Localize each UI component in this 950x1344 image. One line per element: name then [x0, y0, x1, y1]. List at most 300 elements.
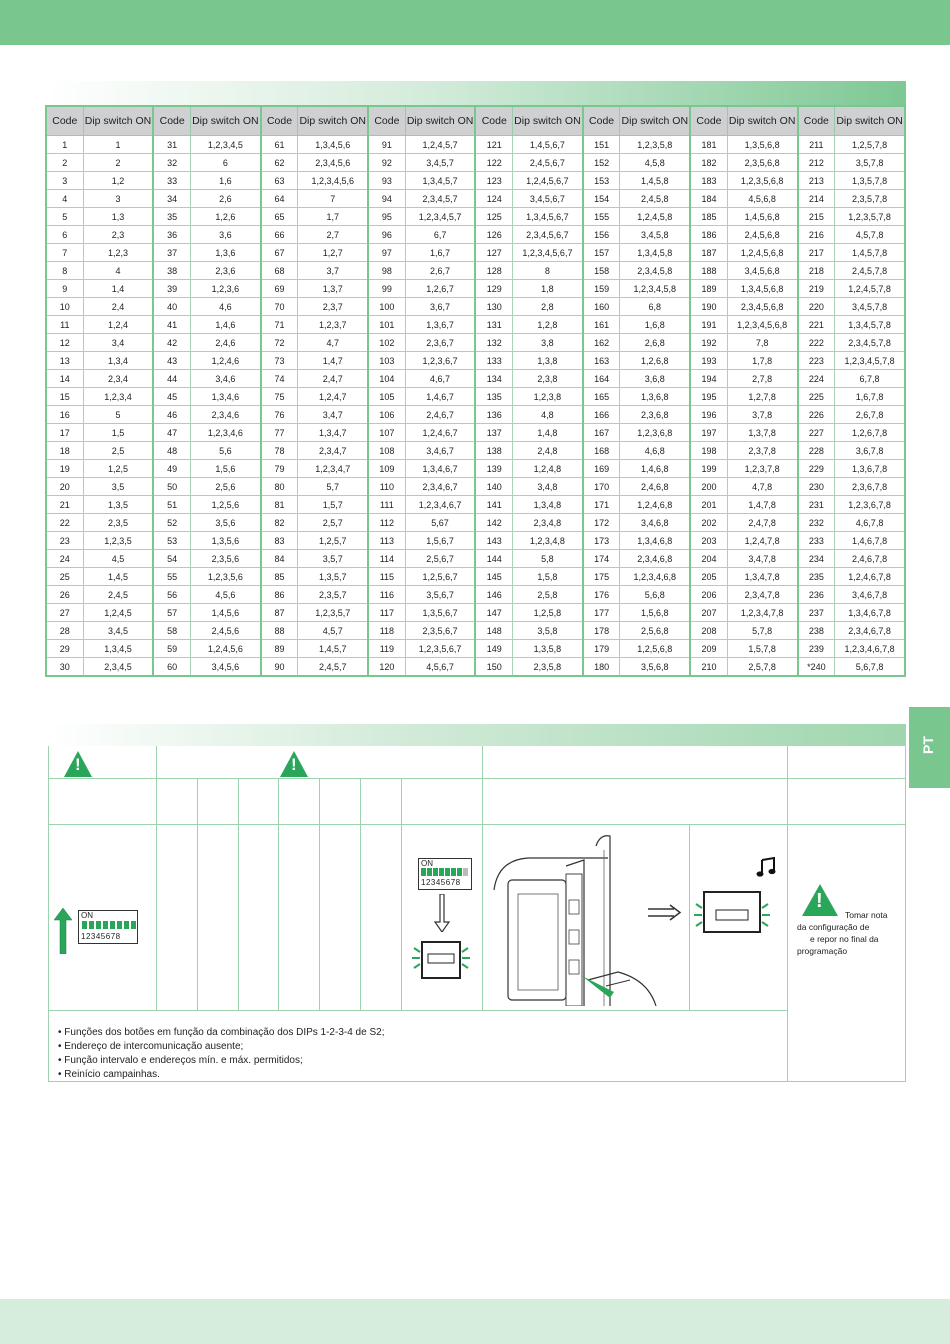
dip-cell: 5,67: [405, 514, 475, 532]
code-cell: 116: [368, 586, 405, 604]
dip-cell: 2,4,5,7,8: [835, 262, 905, 280]
dip-cell: 1,2,5,6,7: [405, 568, 475, 586]
code-cell: 128: [475, 262, 512, 280]
code-cell: 37: [153, 244, 190, 262]
dip-cell: 1,3,6,7,8: [835, 460, 905, 478]
dip-switch-lever: [89, 921, 94, 929]
column-header-code: Code: [368, 106, 405, 136]
dip-cell: 2,4,5,7: [298, 658, 368, 677]
warning-triangle-icon: !: [802, 884, 838, 916]
dip-cell: 1,3,4,5,7,8: [835, 316, 905, 334]
code-cell: 57: [153, 604, 190, 622]
dip-cell: 3,5: [83, 478, 153, 496]
dip-cell: 1,4,5,7: [298, 640, 368, 658]
code-cell: 47: [153, 424, 190, 442]
dip-cell: 2,4,7: [298, 370, 368, 388]
code-cell: 29: [46, 640, 83, 658]
dip-cell: 1,3,4,6,8: [620, 532, 690, 550]
dip-cell: 1,4,6,8: [620, 460, 690, 478]
dip-cell: 2,8: [513, 298, 583, 316]
code-cell: 140: [475, 478, 512, 496]
code-cell: 33: [153, 172, 190, 190]
code-cell: 108: [368, 442, 405, 460]
code-cell: 197: [690, 424, 727, 442]
code-cell: 121: [475, 136, 512, 154]
code-cell: 189: [690, 280, 727, 298]
dip-cell: 3,5,6,8: [620, 658, 690, 677]
code-cell: 225: [798, 388, 835, 406]
code-cell: 24: [46, 550, 83, 568]
code-cell: 120: [368, 658, 405, 677]
dip-cell: 1,5,7: [298, 496, 368, 514]
code-cell: 20: [46, 478, 83, 496]
code-cell: 204: [690, 550, 727, 568]
grid-line: [278, 778, 279, 1010]
dip-cell: 3,4,5,7,8: [835, 298, 905, 316]
bottom-footer-band: [0, 1299, 950, 1344]
dip-cell: 1,7: [298, 208, 368, 226]
column-header-dip: Dip switch ON: [405, 106, 475, 136]
code-cell: 184: [690, 190, 727, 208]
code-cell: 175: [583, 568, 620, 586]
dip-cell: 1,2,4,6,8: [620, 496, 690, 514]
code-cell: 194: [690, 370, 727, 388]
grid-line: [48, 746, 49, 1082]
dip-cell: 5,7: [298, 478, 368, 496]
dip-cell: 2,4,5,6: [190, 622, 260, 640]
dip-cell: 1,3: [83, 208, 153, 226]
dip-cell: 1,2,3,5,6: [190, 568, 260, 586]
code-cell: 41: [153, 316, 190, 334]
code-cell: 104: [368, 370, 405, 388]
code-cell: 31: [153, 136, 190, 154]
dip-cell: 1,8: [513, 280, 583, 298]
table-row: [46, 478, 905, 496]
dip-cell: 3,4,6,7,8: [835, 586, 905, 604]
code-cell: 130: [475, 298, 512, 316]
dip-cell: 2,3,6,7: [405, 334, 475, 352]
table-row: [46, 514, 905, 532]
code-cell: 200: [690, 478, 727, 496]
code-cell: 30: [46, 658, 83, 677]
code-cell: 177: [583, 604, 620, 622]
code-cell: 101: [368, 316, 405, 334]
dip-cell: 1,2,5,7: [298, 532, 368, 550]
dip-cell: 1,2,3,4,6,8: [620, 568, 690, 586]
dip-switch-lever: [124, 921, 129, 929]
dip-cell: 2,3,6,7,8: [835, 478, 905, 496]
table-row: [46, 460, 905, 478]
dip-cell: 2,3,5,6,8: [727, 154, 797, 172]
code-cell: 79: [261, 460, 298, 478]
code-cell: 134: [475, 370, 512, 388]
column-header-dip: Dip switch ON: [190, 106, 260, 136]
bullet-text: Função intervalo e endereços mín. e máx. permitidos;: [64, 1055, 303, 1066]
dip-cell: 2,3,7: [298, 298, 368, 316]
grid-line: [401, 778, 402, 1010]
code-cell: 227: [798, 424, 835, 442]
code-cell: 148: [475, 622, 512, 640]
dip-cell: 1,2,4,5,6,8: [727, 244, 797, 262]
dip-cell: 4,5,6,8: [727, 190, 797, 208]
dip-cell: 2,3,7,8: [727, 442, 797, 460]
code-cell: 54: [153, 550, 190, 568]
code-cell: 43: [153, 352, 190, 370]
dip-cell: 3,6,7: [405, 298, 475, 316]
code-cell: 5: [46, 208, 83, 226]
code-cell: 157: [583, 244, 620, 262]
dip-cell: 1,3,5,6,8: [727, 136, 797, 154]
code-cell: 150: [475, 658, 512, 677]
grid-line: [197, 778, 198, 1010]
dip-cell: 4,6,8: [620, 442, 690, 460]
code-cell: 87: [261, 604, 298, 622]
code-cell: 6: [46, 226, 83, 244]
dip-cell: 2,3,4,5,6,8: [727, 298, 797, 316]
code-cell: 188: [690, 262, 727, 280]
code-cell: 66: [261, 226, 298, 244]
code-cell: 111: [368, 496, 405, 514]
dip-cell: 4,7: [298, 334, 368, 352]
code-cell: 17: [46, 424, 83, 442]
dip-cell: 1,3,4,6,7,8: [835, 604, 905, 622]
dip-cell: 2,3,4,5,8: [620, 262, 690, 280]
code-cell: 34: [153, 190, 190, 208]
dip-cell: 3,4,6,8: [620, 514, 690, 532]
dip-cell: 4,6,7: [405, 370, 475, 388]
dip-cell: 1,5,6,8: [620, 604, 690, 622]
code-cell: 222: [798, 334, 835, 352]
code-cell: 98: [368, 262, 405, 280]
dip-cell: 1,3,7: [298, 280, 368, 298]
dip-cell: 2,4,7,8: [727, 514, 797, 532]
code-cell: 161: [583, 316, 620, 334]
code-cell: 68: [261, 262, 298, 280]
dip-cell: 1,3,6,8: [620, 388, 690, 406]
code-cell: 40: [153, 298, 190, 316]
code-cell: 58: [153, 622, 190, 640]
code-cell: 147: [475, 604, 512, 622]
grid-line: [905, 746, 906, 1082]
code-cell: 86: [261, 586, 298, 604]
column-header-code: Code: [690, 106, 727, 136]
dip-cell: 4,5,8: [620, 154, 690, 172]
code-cell: 214: [798, 190, 835, 208]
table-row: [46, 622, 905, 640]
dip-cell: 1,4,6,7,8: [835, 532, 905, 550]
code-cell: 63: [261, 172, 298, 190]
code-cell: 151: [583, 136, 620, 154]
dip-cell: 1,6: [190, 172, 260, 190]
code-cell: 114: [368, 550, 405, 568]
table-row: [46, 208, 905, 226]
dip-cell: 1,2,4,8: [513, 460, 583, 478]
dip-cell: 1,2,3,8: [513, 388, 583, 406]
dip-cell: 1,3,5,6,7: [405, 604, 475, 622]
code-cell: 48: [153, 442, 190, 460]
dip-cell: 2,6,7,8: [835, 406, 905, 424]
code-cell: 125: [475, 208, 512, 226]
code-cell: 185: [690, 208, 727, 226]
table-row: [46, 136, 905, 154]
dip-cell: 1,2,3,4,5,7,8: [835, 352, 905, 370]
code-cell: 234: [798, 550, 835, 568]
led-flash-icon: [410, 938, 472, 982]
code-cell: 129: [475, 280, 512, 298]
dip-cell: 2,3,5,6,7: [405, 622, 475, 640]
code-cell: 15: [46, 388, 83, 406]
code-cell: 202: [690, 514, 727, 532]
dip-cell: 1,3,7,8: [727, 424, 797, 442]
code-cell: 16: [46, 406, 83, 424]
code-cell: 59: [153, 640, 190, 658]
note-line: Tomar nota: [845, 910, 888, 920]
dip-cell: 2,3,5,6: [190, 550, 260, 568]
code-cell: 51: [153, 496, 190, 514]
dip-cell: 3,5,7: [298, 550, 368, 568]
code-cell: 52: [153, 514, 190, 532]
dip-cell: 1,2,3,6: [190, 280, 260, 298]
dip-cell: 1,3,4,5,8: [620, 244, 690, 262]
code-cell: 196: [690, 406, 727, 424]
dip-cell: 1,3,5,8: [513, 640, 583, 658]
table-title-band: [45, 81, 906, 105]
dip-cell: 2,5,6,8: [620, 622, 690, 640]
list-item: • Endereço de intercomunicação ausente;: [58, 1041, 244, 1052]
grid-line: [156, 746, 157, 1010]
dip-cell: 1,2,5,8: [513, 604, 583, 622]
dip-cell: 1,6,7,8: [835, 388, 905, 406]
code-cell: 239: [798, 640, 835, 658]
code-cell: 19: [46, 460, 83, 478]
dip-cell: 1,2,3,5,6,8: [727, 172, 797, 190]
dip-on-label: ON: [81, 911, 93, 920]
code-cell: 171: [583, 496, 620, 514]
dip-cell: 2,3: [83, 226, 153, 244]
code-cell: 118: [368, 622, 405, 640]
table-row: [46, 280, 905, 298]
code-cell: 229: [798, 460, 835, 478]
table-row: [46, 316, 905, 334]
dip-switch-lever: [433, 868, 438, 876]
dip-cell: 3,4,5,8: [620, 226, 690, 244]
code-cell: 131: [475, 316, 512, 334]
code-cell: 102: [368, 334, 405, 352]
dip-cell: 1,2,3,5,8: [620, 136, 690, 154]
code-cell: 187: [690, 244, 727, 262]
code-cell: 9: [46, 280, 83, 298]
code-cell: 159: [583, 280, 620, 298]
code-cell: 173: [583, 532, 620, 550]
dip-cell: 1,2,3,5,7: [298, 604, 368, 622]
dip-cell: 1,3,6: [190, 244, 260, 262]
dip-cell: 1,2,3,4,7: [298, 460, 368, 478]
dip-switch-lever: [96, 921, 101, 929]
dip-cell: 1,3,5: [83, 496, 153, 514]
dip-switch-diagram: [78, 910, 138, 944]
dip-cell: 1,5,8: [513, 568, 583, 586]
code-cell: 162: [583, 334, 620, 352]
code-cell: 145: [475, 568, 512, 586]
code-cell: 203: [690, 532, 727, 550]
code-cell: 228: [798, 442, 835, 460]
code-cell: 123: [475, 172, 512, 190]
dip-cell: 1,3,4,5,6,8: [727, 280, 797, 298]
dip-cell: 4,6,7,8: [835, 514, 905, 532]
code-cell: 133: [475, 352, 512, 370]
code-cell: 155: [583, 208, 620, 226]
programming-section: [48, 724, 906, 1082]
dip-cell: 3,4,5,7: [405, 154, 475, 172]
dip-cell: 2,3,5,7: [298, 586, 368, 604]
code-cell: 84: [261, 550, 298, 568]
code-cell: 23: [46, 532, 83, 550]
code-cell: 224: [798, 370, 835, 388]
dip-cell: 3,5,8: [513, 622, 583, 640]
dip-cell: 1,2,5,7,8: [835, 136, 905, 154]
table-row: [46, 658, 905, 677]
dip-cell: 1,3,4,7,8: [727, 568, 797, 586]
code-cell: 205: [690, 568, 727, 586]
table-row: [46, 244, 905, 262]
code-cell: 85: [261, 568, 298, 586]
dip-cell: 1,4,5,6: [190, 604, 260, 622]
column-header-code: Code: [583, 106, 620, 136]
code-cell: 206: [690, 586, 727, 604]
arrow-up-icon: [54, 908, 72, 954]
dip-cell: 2,5,7,8: [727, 658, 797, 677]
code-cell: 186: [690, 226, 727, 244]
dip-cell: 4: [83, 262, 153, 280]
dip-cell: 2,5,7: [298, 514, 368, 532]
code-cell: 107: [368, 424, 405, 442]
code-cell: 221: [798, 316, 835, 334]
code-cell: 112: [368, 514, 405, 532]
code-cell: 49: [153, 460, 190, 478]
table-row: [46, 496, 905, 514]
code-cell: 122: [475, 154, 512, 172]
dip-cell: 3,5,6: [190, 514, 260, 532]
dip-switch-lever: [457, 868, 462, 876]
code-cell: 90: [261, 658, 298, 677]
warning-triangle-icon: !: [280, 751, 308, 777]
dip-cell: 5,6: [190, 442, 260, 460]
code-cell: 216: [798, 226, 835, 244]
code-cell: 12: [46, 334, 83, 352]
dip-cell: 2,4,6,7: [405, 406, 475, 424]
code-cell: 25: [46, 568, 83, 586]
code-cell: 190: [690, 298, 727, 316]
code-cell: 127: [475, 244, 512, 262]
dip-cell: 2,3,4,7,8: [727, 586, 797, 604]
led-flash-icon: [692, 888, 770, 936]
dip-cell: 1,2,3,4,5,6,8: [727, 316, 797, 334]
code-cell: 91: [368, 136, 405, 154]
dip-cell: 1,3,4: [83, 352, 153, 370]
dip-cell: 1,2,4,5,8: [620, 208, 690, 226]
dip-cell: 1,2,3,6,7: [405, 352, 475, 370]
dip-cell: 1,3,4,7: [298, 424, 368, 442]
code-cell: 99: [368, 280, 405, 298]
note-line: programação: [797, 946, 848, 956]
dip-cell: 2: [83, 154, 153, 172]
code-cell: 218: [798, 262, 835, 280]
code-cell: 65: [261, 208, 298, 226]
code-cell: 80: [261, 478, 298, 496]
code-cell: 35: [153, 208, 190, 226]
table-row: [46, 154, 905, 172]
code-cell: 55: [153, 568, 190, 586]
code-cell: 75: [261, 388, 298, 406]
code-cell: 199: [690, 460, 727, 478]
code-cell: 69: [261, 280, 298, 298]
code-cell: 50: [153, 478, 190, 496]
dip-cell: 8: [513, 262, 583, 280]
dip-cell: 5,8: [513, 550, 583, 568]
code-cell: 208: [690, 622, 727, 640]
code-cell: 76: [261, 406, 298, 424]
dip-cell: 2,3,5: [83, 514, 153, 532]
dip-switch-lever: [117, 921, 122, 929]
code-cell: 223: [798, 352, 835, 370]
top-header-band: [0, 0, 950, 45]
code-cell: 238: [798, 622, 835, 640]
dip-cell: 1,3,6,7: [405, 316, 475, 334]
column-header-dip: Dip switch ON: [727, 106, 797, 136]
code-cell: 226: [798, 406, 835, 424]
dip-cell: 2,4,8: [513, 442, 583, 460]
dip-cell: 4,5: [83, 550, 153, 568]
code-cell: 237: [798, 604, 835, 622]
code-cell: 46: [153, 406, 190, 424]
grid-line: [48, 778, 906, 779]
dip-cell: 1,3,4,6,7: [405, 460, 475, 478]
code-cell: 182: [690, 154, 727, 172]
dip-numbers: 12345678: [421, 878, 461, 887]
dip-cell: 3,5,6,7: [405, 586, 475, 604]
table-row: [46, 424, 905, 442]
dip-cell: 2,3,5,8: [513, 658, 583, 677]
dip-cell: 4,6: [190, 298, 260, 316]
code-cell: 144: [475, 550, 512, 568]
dip-cell: 1,2,3,4,7,8: [727, 604, 797, 622]
code-cell: 4: [46, 190, 83, 208]
dip-cell: 3,7: [298, 262, 368, 280]
dip-cell: 1,2,3,4,5,6: [298, 172, 368, 190]
code-cell: 154: [583, 190, 620, 208]
dip-cell: 3,7,8: [727, 406, 797, 424]
dip-cell: 1: [83, 136, 153, 154]
code-cell: 73: [261, 352, 298, 370]
dip-cell: 1,2,4,5,7,8: [835, 280, 905, 298]
code-cell: 233: [798, 532, 835, 550]
dip-cell: 3,4,8: [513, 478, 583, 496]
code-cell: 192: [690, 334, 727, 352]
dip-switch-lever: [463, 868, 468, 876]
table-row: [46, 190, 905, 208]
code-cell: 146: [475, 586, 512, 604]
dip-code-table: [45, 105, 906, 677]
code-cell: 10: [46, 298, 83, 316]
dip-cell: 1,2,3: [83, 244, 153, 262]
dip-cell: 1,2,4,7: [298, 388, 368, 406]
code-cell: 135: [475, 388, 512, 406]
dip-switch-lever: [439, 868, 444, 876]
dip-cell: 3,6,8: [620, 370, 690, 388]
column-header-code: Code: [46, 106, 83, 136]
dip-cell: 1,7,8: [727, 352, 797, 370]
code-cell: 183: [690, 172, 727, 190]
